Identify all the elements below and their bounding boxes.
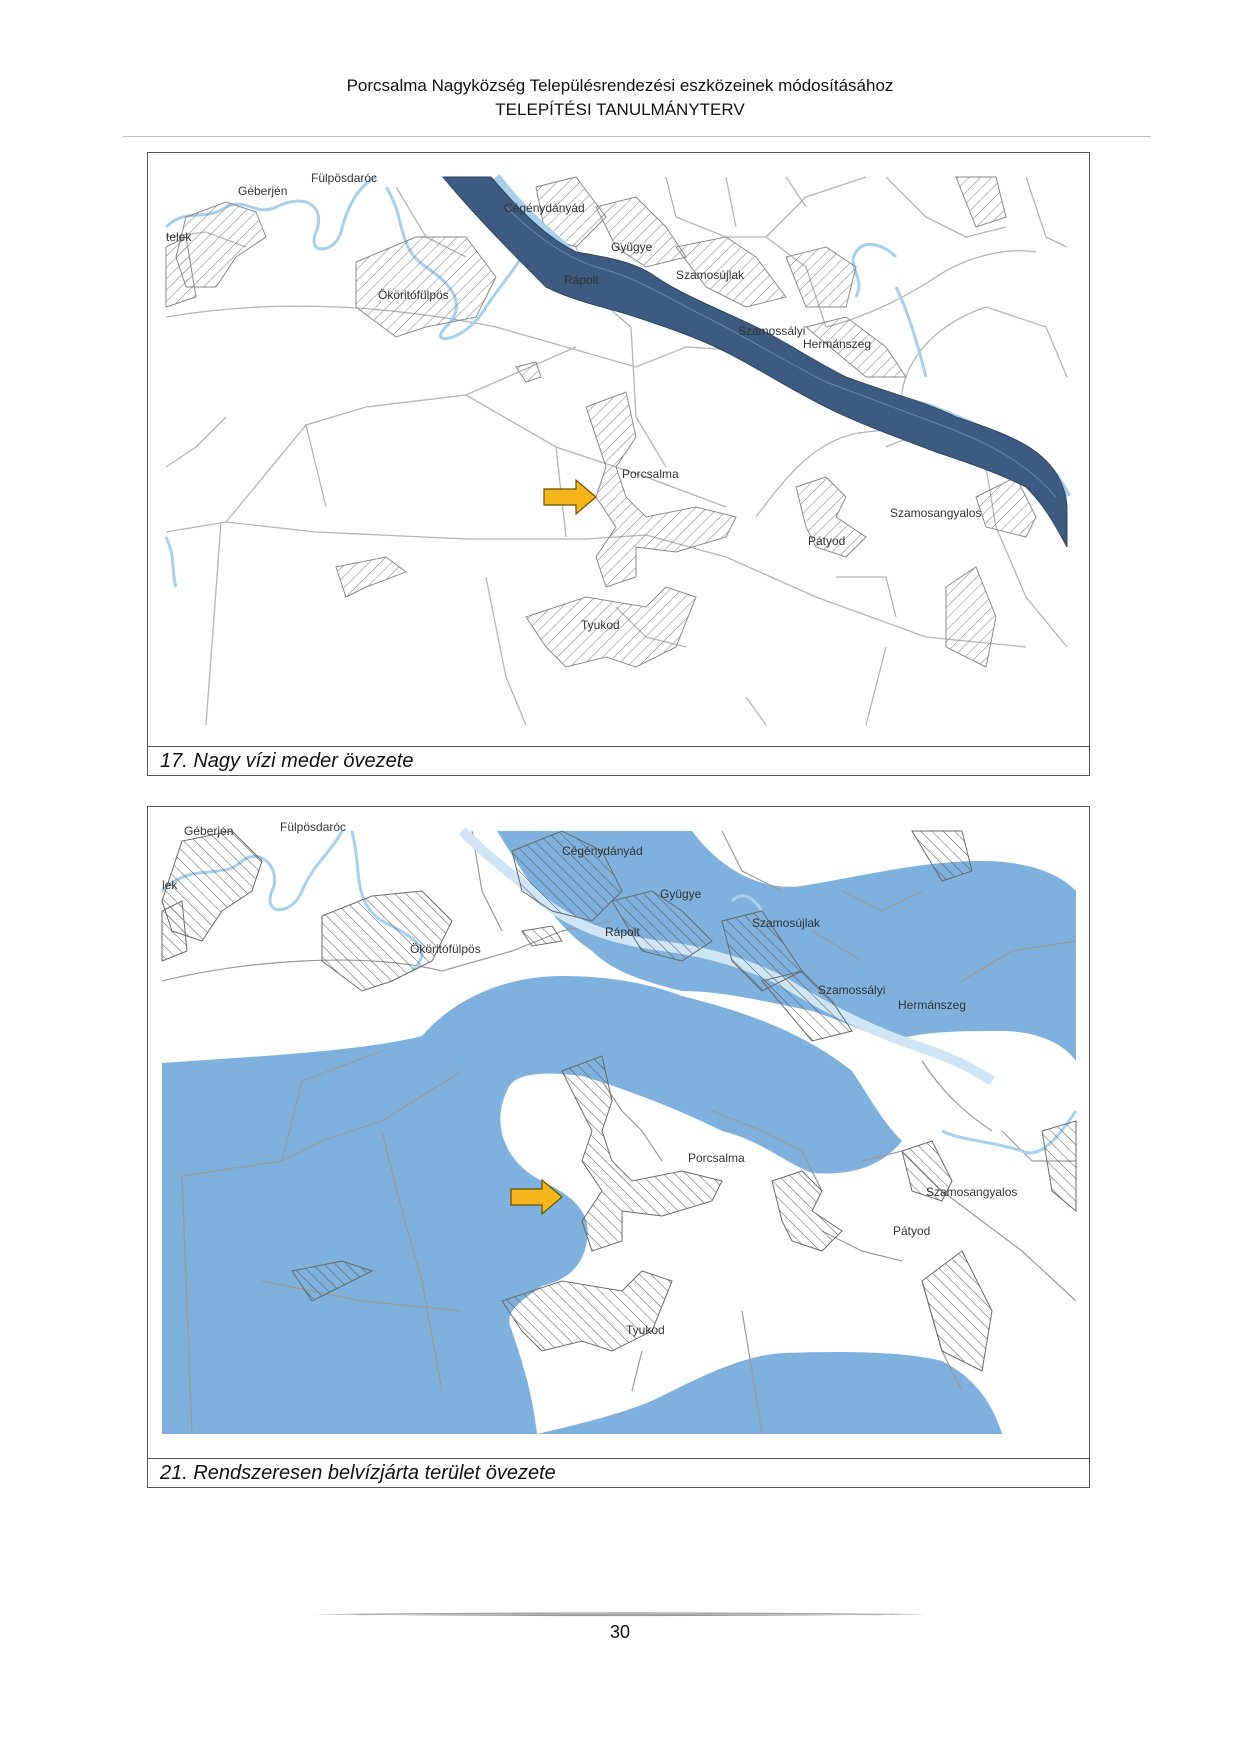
figure-caption: 21. Rendszeresen belvízjárta terület övezete	[148, 1458, 1089, 1487]
label-fulposdaroc: Fülpösdaróc	[280, 820, 347, 834]
label-szamosujlak: Szamosújlak	[752, 916, 821, 930]
label-porcsalma: Porcsalma	[622, 467, 679, 481]
nagy-vizi-meder-zone	[443, 177, 1067, 547]
label-geberjen: Géberjén	[184, 824, 234, 838]
map-belvizjarta	[162, 820, 1076, 1434]
location-arrow-icon	[544, 480, 596, 514]
label-gyugye: Gyügye	[611, 240, 653, 254]
label-cegenydanyad: Cégénydányád	[562, 844, 643, 858]
label-rapolt: Rápolt	[605, 925, 640, 939]
label-porcsalma: Porcsalma	[688, 1151, 745, 1165]
figure-caption: 17. Nagy vízi meder övezete	[148, 746, 1089, 775]
header-title: Porcsalma Nagyközség Településrendezési eszközeinek módosításához	[346, 76, 894, 95]
map-nagy-vizi-meder	[166, 171, 1067, 725]
figure-belvizjarta	[147, 806, 1090, 1488]
label-telek: telek	[166, 230, 192, 244]
label-rapolt: Rápolt	[564, 273, 599, 287]
label-patyod: Pátyod	[808, 534, 846, 548]
label-lek: lek	[162, 878, 178, 892]
label-tyukod: Tyukod	[626, 1323, 665, 1337]
label-gyugye: Gyügye	[660, 887, 702, 901]
label-szamossalyi: Szamossályi	[818, 983, 886, 997]
footer-divider	[210, 1612, 1030, 1618]
label-tyukod: Tyukod	[581, 618, 620, 632]
figure-nagy-vizi-meder	[147, 152, 1090, 776]
label-szamosangyalos: Szamosangyalos	[926, 1185, 1018, 1199]
page-number: 30	[609, 1622, 631, 1642]
label-szamosangyalos: Szamosangyalos	[890, 506, 982, 520]
page-header	[0, 74, 1240, 122]
header-subtitle: TELEPÍTÉSI TANULMÁNYTERV	[495, 100, 745, 119]
label-okoritofulpos: Ököritófülpös	[378, 288, 449, 302]
label-cegenydanyad: Cégénydányád	[504, 201, 585, 215]
label-szamosujlak: Szamosújlak	[676, 268, 745, 282]
label-hermanszeg: Hermánszeg	[898, 998, 967, 1012]
label-geberjen: Géberjén	[238, 184, 288, 198]
label-fulposdaroc: Fülpösdaróc	[311, 171, 378, 185]
label-hermanszeg: Hermánszeg	[803, 337, 872, 351]
label-patyod: Pátyod	[893, 1224, 931, 1238]
header-divider	[123, 136, 1151, 137]
label-szamossalyi: Szamossályi	[738, 324, 806, 338]
label-okoritofulpos: Ököritófülpös	[410, 942, 481, 956]
